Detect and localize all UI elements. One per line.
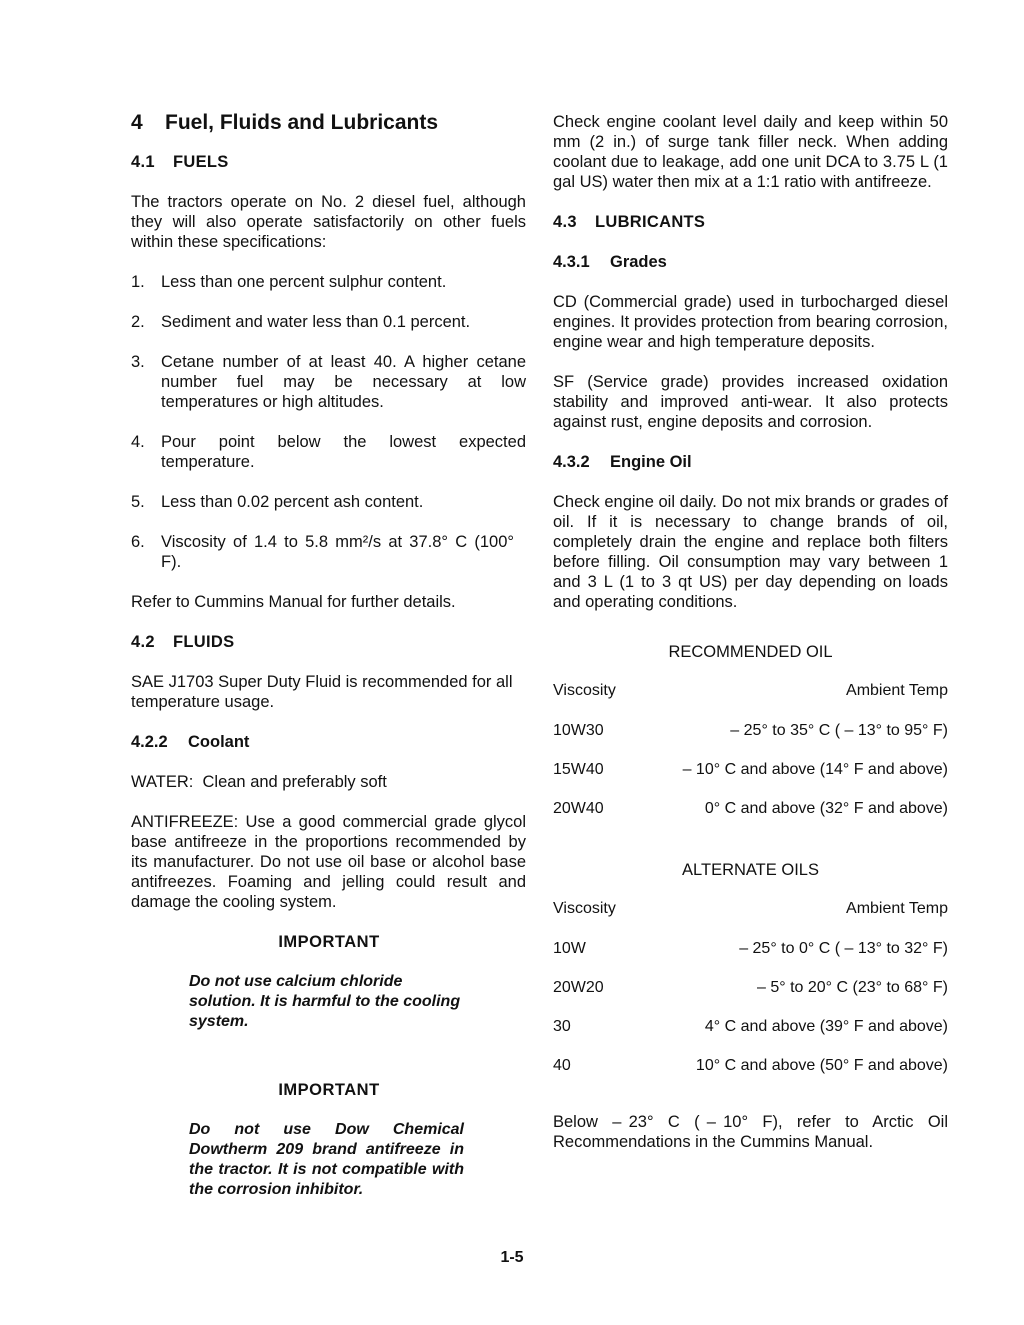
list-item <box>131 492 526 512</box>
fuels-number: 4.1 <box>131 153 155 171</box>
fuel-spec-list <box>131 272 526 572</box>
lubricants-title: LUBRICANTS <box>595 213 706 231</box>
engine-oil-text: Check engine oil daily. Do not mix brands or grades of oil. If it is necessary to change brands of oil, completely drain the engine and replace both filters before filling. Oil consumption may vary between 1 and 3 L (1 to 3 qt US) per day depending on loads and operating conditions. <box>553 493 948 611</box>
column-header-viscosity: Viscosity <box>553 682 616 699</box>
coolant-title: Coolant <box>188 733 250 751</box>
section-title: Fuel, Fluids and Lubricants <box>165 111 439 134</box>
fluids-number: 4.2 <box>131 633 155 651</box>
notice-body: Do not use calcium chloride solution. It is harmful to the cooling system. <box>189 973 461 1030</box>
table-row <box>553 799 948 819</box>
alternate-oils-table <box>553 899 948 1076</box>
list-item-text: Viscosity of 1.4 to 5.8 mm²/s at 37.8° C (100° F). <box>161 533 514 571</box>
fuels-refer-note: Refer to Cummins Manual for further details. <box>131 593 456 611</box>
table-row <box>553 978 948 1017</box>
list-item-number: 2. <box>131 313 145 331</box>
fluids-intro: SAE J1703 Super Duty Fluid is recommended for all temperature usage. <box>131 673 513 711</box>
list-item-text: Pour point below the lowest expected temperature. <box>161 433 526 471</box>
alternate-oils-title: ALTERNATE OILS <box>682 861 819 879</box>
left-column <box>131 110 526 1200</box>
right-column <box>553 112 953 1152</box>
engine-oil-number: 4.3.2 <box>553 453 590 471</box>
temp-cell: – 5° to 20° C (23° to 68° F) <box>756 979 948 996</box>
fuels-heading <box>131 152 526 172</box>
viscosity-cell: 30 <box>553 1018 571 1035</box>
page-number: 1-5 <box>500 1249 524 1266</box>
list-item-number: 1. <box>131 273 145 291</box>
viscosity-cell: 10W <box>553 940 586 957</box>
table-header-row <box>553 681 948 721</box>
viscosity-cell: 20W40 <box>553 800 604 817</box>
lubricants-heading <box>553 212 948 232</box>
grades-title: Grades <box>610 253 667 271</box>
table-row <box>553 721 948 760</box>
engine-oil-heading <box>553 452 948 472</box>
table-row <box>553 939 948 978</box>
fluids-heading <box>131 632 526 652</box>
grades-number: 4.3.1 <box>553 253 590 271</box>
list-item <box>131 312 526 332</box>
list-item-number: 3. <box>131 353 145 371</box>
fuels-title: FUELS <box>173 153 229 171</box>
recommended-oil-title: RECOMMENDED OIL <box>668 643 833 661</box>
table-row <box>553 760 948 799</box>
temp-cell: – 25° to 0° C ( – 13° to 32° F) <box>739 940 948 957</box>
coolant-check-text: Check engine coolant level daily and keep within 50 mm (2 in.) of surge tank filler neck. When adding coolant due to leakage, add one unit DCA to 3.75 L (1 gal US) water then mix at a 1:1 ratio with antifreeze. <box>553 113 948 191</box>
column-header-temp: Ambient Temp <box>846 900 948 917</box>
engine-oil-title: Engine Oil <box>610 453 692 471</box>
section-heading <box>131 110 526 136</box>
grades-heading <box>553 252 948 272</box>
important-notice-dowtherm <box>189 1080 469 1200</box>
list-item <box>131 352 526 412</box>
list-item-text: Less than one percent sulphur content. <box>161 273 447 291</box>
section-number: 4 <box>131 111 143 134</box>
lubricants-number: 4.3 <box>553 213 577 231</box>
table-row <box>553 1017 948 1056</box>
recommended-oil-table <box>553 681 948 819</box>
list-item <box>131 532 526 572</box>
table-header-row <box>553 899 948 939</box>
column-header-temp: Ambient Temp <box>846 682 948 699</box>
list-item-number: 5. <box>131 493 145 511</box>
temp-cell: 4° C and above (39° F and above) <box>704 1018 948 1035</box>
temp-cell: 0° C and above (32° F and above) <box>704 800 948 817</box>
temp-cell: – 25° to 35° C ( – 13° to 95° F) <box>730 722 948 739</box>
list-item-text: Sediment and water less than 0.1 percent. <box>161 313 471 331</box>
list-item-number: 4. <box>131 433 145 451</box>
grade-sf-text: SF (Service grade) provides increased oxidation stability and improved anti-wear. It also protects against rust, engine deposits and corrosion. <box>553 373 948 431</box>
list-item <box>131 272 526 292</box>
temp-cell: 10° C and above (50° F and above) <box>695 1057 948 1074</box>
column-header-viscosity: Viscosity <box>553 900 616 917</box>
temp-cell: – 10° C and above (14° F and above) <box>682 761 948 778</box>
viscosity-cell: 20W20 <box>553 979 604 996</box>
coolant-water-text: WATER: Clean and preferably soft <box>131 773 387 791</box>
list-item-text: Less than 0.02 percent ash content. <box>161 493 424 511</box>
coolant-heading <box>131 732 526 752</box>
notice-title: IMPORTANT <box>278 933 380 951</box>
table-row <box>553 1056 948 1076</box>
list-item <box>131 432 526 472</box>
list-item-number: 6. <box>131 533 145 551</box>
viscosity-cell: 10W30 <box>553 722 604 739</box>
viscosity-cell: 40 <box>553 1057 571 1074</box>
arctic-oil-note: Below – 23° C ( – 10° F), refer to Arctic Oil Recommendations in the Cummins Manual. <box>553 1113 953 1151</box>
fuels-intro: The tractors operate on No. 2 diesel fuel, although they will also operate satisfactorily on other fuels within these specifications: <box>131 193 526 251</box>
notice-title: IMPORTANT <box>278 1081 380 1099</box>
coolant-number: 4.2.2 <box>131 733 168 751</box>
fluids-title: FLUIDS <box>173 633 235 651</box>
grade-cd-text: CD (Commercial grade) used in turbocharged diesel engines. It provides protection from bearing corrosion, engine wear and high temperature deposits. <box>553 293 948 351</box>
list-item-text: Cetane number of at least 40. A higher cetane number fuel may be necessary at low temperatures or high altitudes. <box>161 353 526 411</box>
important-notice-calcium <box>189 932 469 1032</box>
notice-body: Do not use Dow Chemical Dowtherm 209 brand antifreeze in the tractor. It is not compatible with the corrosion inhibitor. <box>189 1121 464 1198</box>
viscosity-cell: 15W40 <box>553 761 604 778</box>
coolant-antifreeze-text: ANTIFREEZE: Use a good commercial grade glycol base antifreeze in the proportions recommended by its manufacturer. Do not use oil base or alcohol base antifreezes. Foaming and jelling could result and damage the cooling system. <box>131 813 526 911</box>
